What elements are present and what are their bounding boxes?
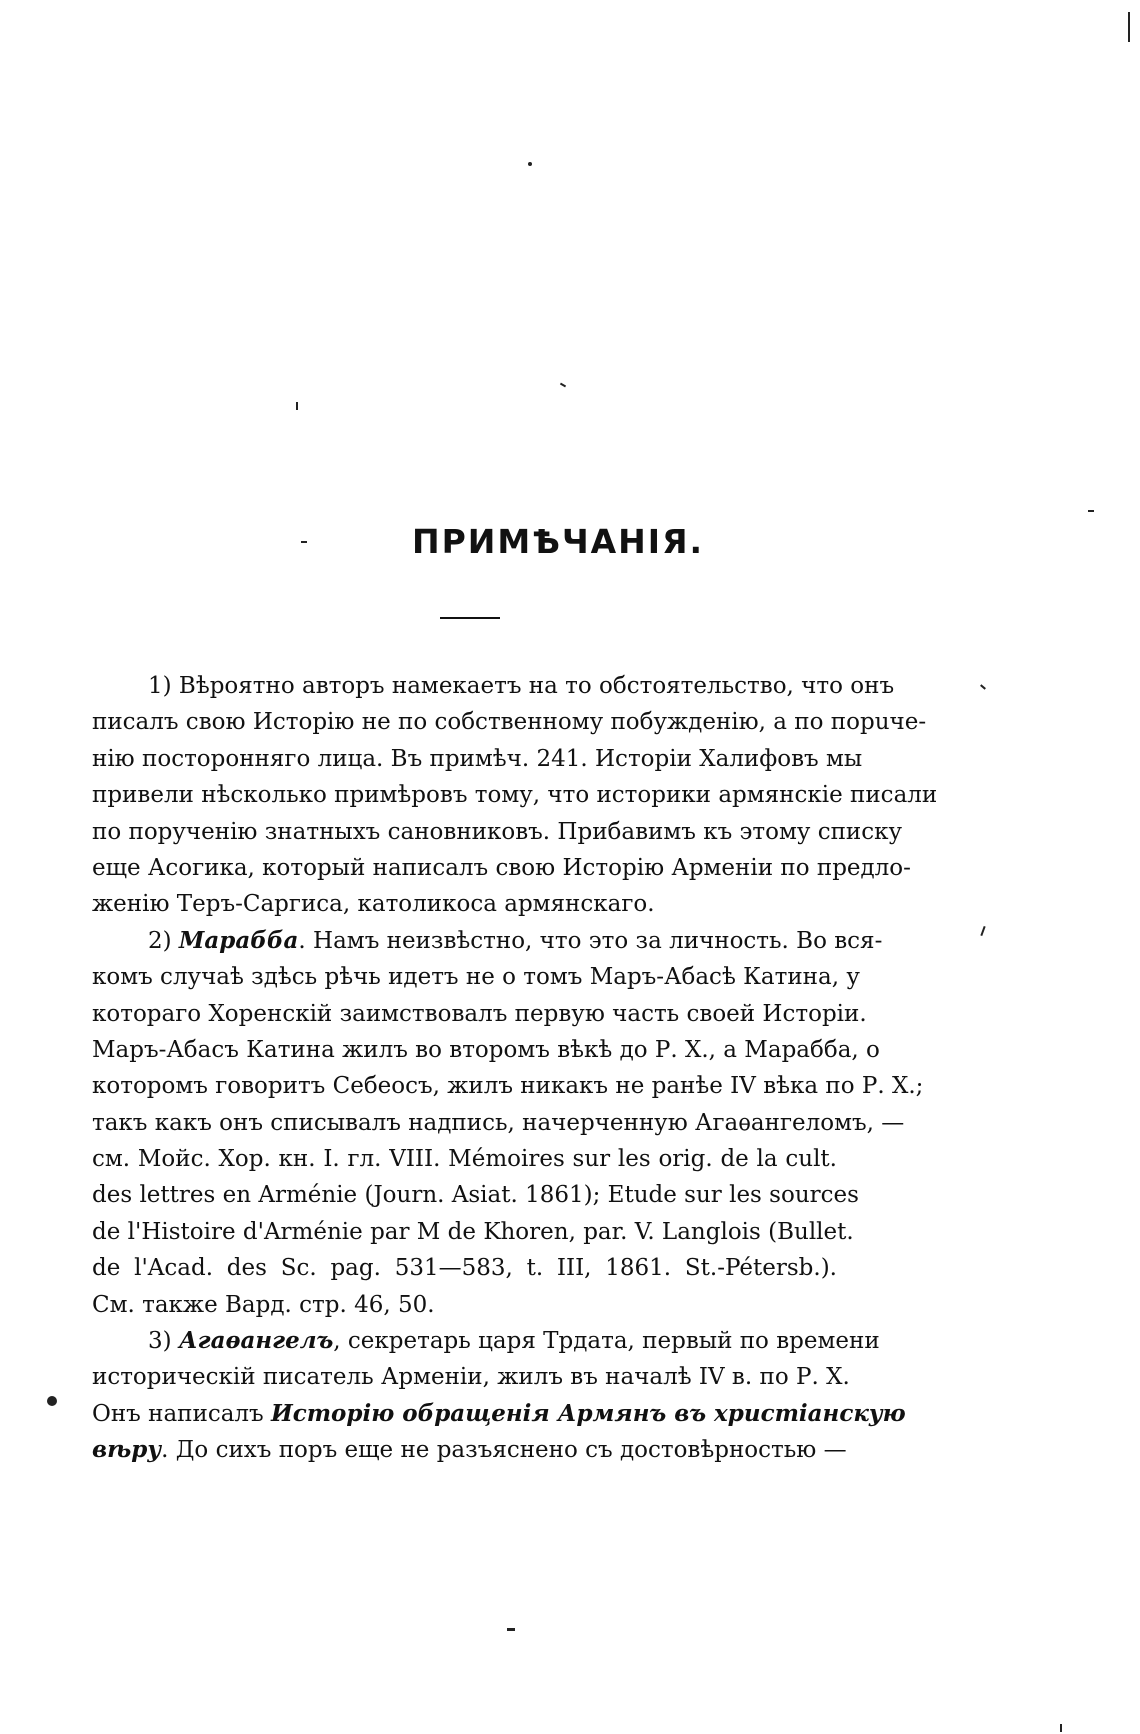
note-3-line-1: [92, 1323, 880, 1359]
note-3-number: 3): [148, 1328, 172, 1355]
note-2-line-6: такъ какъ онъ списывалъ надпись, начерченную Агаѳангеломъ, —: [92, 1109, 905, 1136]
note-3-book-title: Исторію обращенія Армянъ въ христіанскую: [270, 1399, 906, 1427]
note-3-line-3-text: Онъ написалъ: [92, 1400, 264, 1427]
note-3-book-title-end: вѣру: [92, 1436, 162, 1464]
scan-speck: [528, 162, 532, 166]
scan-speck: [980, 926, 985, 936]
note-2-line-11: См. также Вард. стр. 46, 50.: [92, 1291, 435, 1318]
note-3-line-3: [92, 1396, 906, 1432]
note-1-line-2: писалъ свою Исторію не по собственному побужденію, а по порuче-: [92, 709, 927, 736]
notes-body: [92, 668, 938, 1469]
note-3-line-2: историческій писатель Арменіи, жилъ въ началѣ IV в. по Р. Х.: [92, 1364, 850, 1391]
note-3-line-4: [92, 1432, 847, 1468]
scan-speck: [980, 684, 986, 689]
note-2-line-9: de l'Histoire d'Arménie par M de Khoren, par. V. Langlois (Bullet.: [92, 1218, 854, 1245]
scan-speck: [1128, 12, 1130, 42]
note-2-line-10: de l'Acad. des Sc. pag. 531—583, t. III, 1861. St.-Pétersb.).: [92, 1255, 837, 1282]
title-rule: [440, 617, 500, 619]
note-1-line-3: нію посторонняго лица. Въ примѣч. 241. Исторіи Халифовъ мы: [92, 745, 863, 772]
note-2-line-3: котораго Хоренскій заимствовалъ первую часть своей Исторіи.: [92, 1000, 867, 1027]
scan-speck: [1060, 1724, 1062, 1732]
note-1-line-7: женію Теръ-Саргиса, католикоса армянскаго.: [92, 891, 655, 918]
scan-speck: [1088, 510, 1094, 512]
note-2-line-1: [92, 923, 883, 959]
note-3-term: Агаѳангелъ: [178, 1327, 334, 1355]
note-1-line-1: 1) Вѣроятно авторъ намекаетъ на то обстоятельство, что онъ: [148, 673, 895, 699]
note-1-line-6: еще Асогика, который написалъ свою Исторію Арменіи по предло-: [92, 854, 911, 881]
note-1-line-4: привели нѣсколько примѣровъ тому, что историки армянскіе писали: [92, 782, 938, 809]
note-1-line-5: по порученію знатныхъ сановниковъ. Прибавимъ къ этому списку: [92, 818, 903, 845]
note-2-line-7: см. Мойс. Хор. кн. I. гл. VIII. Mémoires sur les orig. de la cult.: [92, 1146, 837, 1173]
note-3-line-1-text: , секретарь царя Трдата, первый по времени: [333, 1328, 880, 1355]
scan-speck: [560, 383, 566, 388]
note-2-number: 2): [148, 927, 172, 954]
note-2-line-1-text: . Намъ неизвѣстно, что это за личность. Во вся-: [298, 927, 883, 954]
note-2-term: Марабба: [178, 926, 299, 954]
page-title: ПРИМѢЧАНІЯ.: [411, 522, 705, 561]
note-2-line-2: комъ случаѣ здѣсь рѣчь идетъ не о томъ Маръ-Абасѣ Катина, у: [92, 964, 860, 991]
scan-speck: [507, 1628, 515, 1631]
note-2-line-5: которомъ говоритъ Себеосъ, жилъ никакъ не ранѣе IV вѣка по Р. Х.;: [92, 1073, 924, 1100]
scan-speck: [296, 402, 298, 410]
note-2-line-8: des lettres en Arménie (Journ. Asiat. 1861); Etude sur les sources: [92, 1182, 859, 1209]
note-2-line-4: Маръ-Абасъ Катина жилъ во второмъ вѣкѣ до Р. Х., а Марабба, о: [92, 1036, 880, 1063]
scan-speck: [47, 1396, 57, 1406]
note-3-line-4-text: . До сихъ поръ еще не разъяснено съ достовѣрностью —: [161, 1437, 847, 1464]
